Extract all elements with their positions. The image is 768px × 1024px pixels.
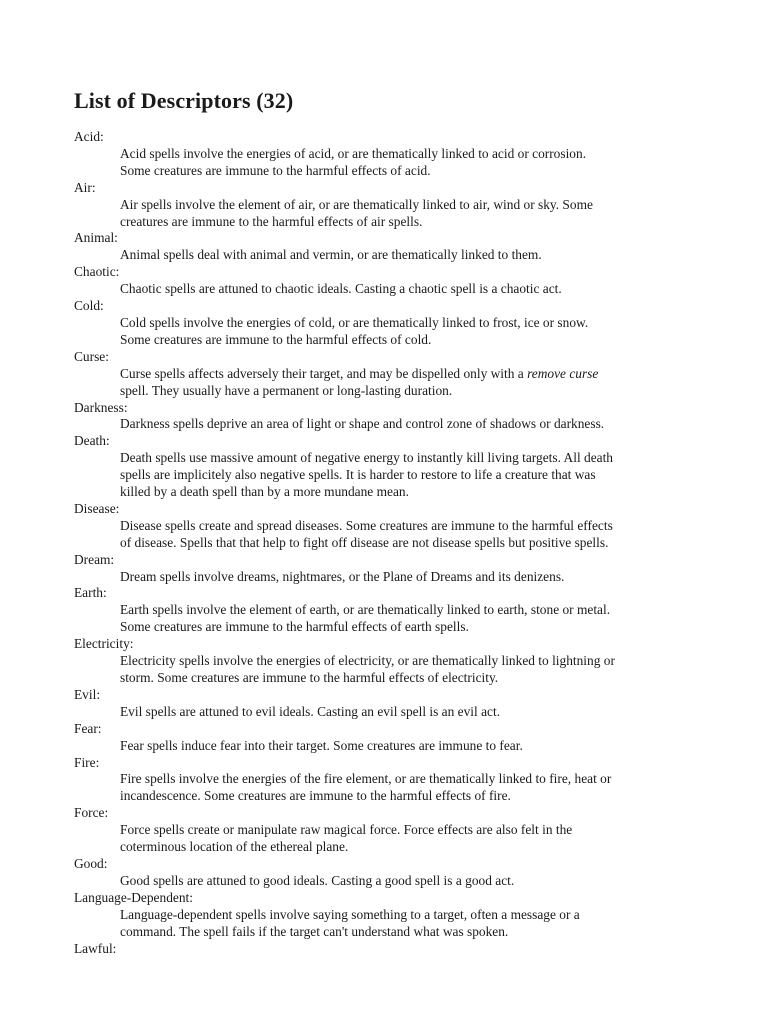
descriptor-description-line: Disease spells create and spread diseases. Some creatures are immune to the harmful effects: [120, 517, 613, 533]
descriptor-description-line: Some creatures are immune to the harmful effects of earth spells.: [120, 619, 469, 635]
descriptor-description-line: Fear spells induce fear into their target. Some creatures are immune to fear.: [120, 737, 523, 753]
descriptor-description-line: coterminous location of the ethereal plane.: [120, 839, 349, 855]
descriptor-description-line: Electricity spells involve the energies of electricity, or are thematically linked to lightning or: [120, 653, 615, 669]
descriptor-description-line: of disease. Spells that that help to fight off disease are not disease spells but positive spells.: [120, 534, 609, 550]
descriptor-description-line: spell. They usually have a permanent or long-lasting duration.: [120, 382, 453, 398]
page-title: List of Descriptors (32): [74, 88, 294, 113]
descriptor-term: Force:: [74, 805, 109, 821]
descriptor-term: Language-Dependent:: [74, 889, 193, 905]
descriptor-description-line: Darkness spells deprive an area of light or shape and control zone of shadows or darkness.: [120, 416, 605, 432]
descriptor-description-line: Fire spells involve the energies of the fire element, or are thematically linked to fire, heat or: [120, 771, 612, 787]
descriptor-description-line: Language-dependent spells involve saying something to a target, often a message or a: [120, 906, 580, 922]
descriptor-list: [74, 129, 714, 957]
descriptor-term: Darkness:: [74, 399, 128, 415]
descriptor-term: Fire:: [74, 754, 100, 770]
descriptor-term: Animal:: [74, 230, 118, 246]
descriptor-description-line: Evil spells are attuned to evil ideals. Casting an evil spell is an evil act.: [120, 703, 501, 719]
descriptor-term: Death:: [74, 433, 110, 449]
descriptor-description-line: creatures are immune to the harmful effects of air spells.: [120, 213, 423, 229]
descriptor-term: Chaotic:: [74, 264, 120, 280]
descriptor-term: Acid:: [74, 129, 104, 144]
descriptor-description-line: Good spells are attuned to good ideals. Casting a good spell is a good act.: [120, 872, 515, 888]
description-text: Curse spells affects adversely their target, and may be dispelled only with a: [120, 365, 528, 381]
descriptor-term: Electricity:: [74, 636, 134, 652]
descriptor-description-line: incandescence. Some creatures are immune to the harmful effects of fire.: [120, 788, 511, 804]
descriptor-description-line: Cold spells involve the energies of cold, or are thematically linked to frost, ice or snow.: [120, 314, 589, 330]
document-page: [74, 86, 714, 957]
descriptor-description-line: Earth spells involve the element of earth, or are thematically linked to earth, stone or metal.: [120, 602, 611, 618]
descriptor-term: Good:: [74, 855, 108, 871]
descriptor-term: Disease:: [74, 500, 120, 516]
descriptor-term: Curse:: [74, 348, 109, 364]
descriptor-description-line: command. The spell fails if the target can't understand what was spoken.: [120, 923, 509, 939]
descriptor-description-line: Chaotic spells are attuned to chaotic ideals. Casting a chaotic spell is a chaotic act.: [120, 281, 562, 297]
descriptor-term: Fear:: [74, 720, 102, 736]
descriptor-description-line: [120, 366, 700, 383]
descriptor-description-line: Force spells create or manipulate raw magical force. Force effects are also felt in the: [120, 822, 573, 838]
descriptor-term: Earth:: [74, 585, 107, 601]
descriptor-description-line: Some creatures are immune to the harmful effects of cold.: [120, 331, 432, 347]
descriptor-term: Dream:: [74, 551, 115, 567]
descriptor-description-line: spells are implicitely also negative spells. It is harder to restore to life a creature that was: [120, 467, 596, 483]
descriptor-description-line: Air spells involve the element of air, or are thematically linked to air, wind or sky. Some: [120, 196, 593, 212]
descriptor-description-line: killed by a death spell than by a more mundane mean.: [120, 484, 409, 500]
descriptor-term: Air:: [74, 179, 96, 195]
descriptor-term: Evil:: [74, 686, 101, 702]
descriptor-description-line: storm. Some creatures are immune to the harmful effects of electricity.: [120, 670, 499, 685]
descriptor-description-line: Death spells use massive amount of negative energy to instantly kill living targets. All death: [120, 450, 614, 466]
descriptor-description-line: Animal spells deal with animal and vermin, or are thematically linked to them.: [120, 247, 542, 263]
descriptor-description-line: Acid spells involve the energies of acid, or are thematically linked to acid or corrosion.: [120, 145, 587, 161]
descriptor-term: Lawful:: [74, 940, 117, 956]
descriptor-term: Cold:: [74, 298, 104, 314]
spell-name-italic: remove curse: [527, 365, 599, 381]
descriptor-description-line: Dream spells involve dreams, nightmares, or the Plane of Dreams and its denizens.: [120, 568, 565, 584]
descriptor-description-line: Some creatures are immune to the harmful effects of acid.: [120, 162, 431, 178]
